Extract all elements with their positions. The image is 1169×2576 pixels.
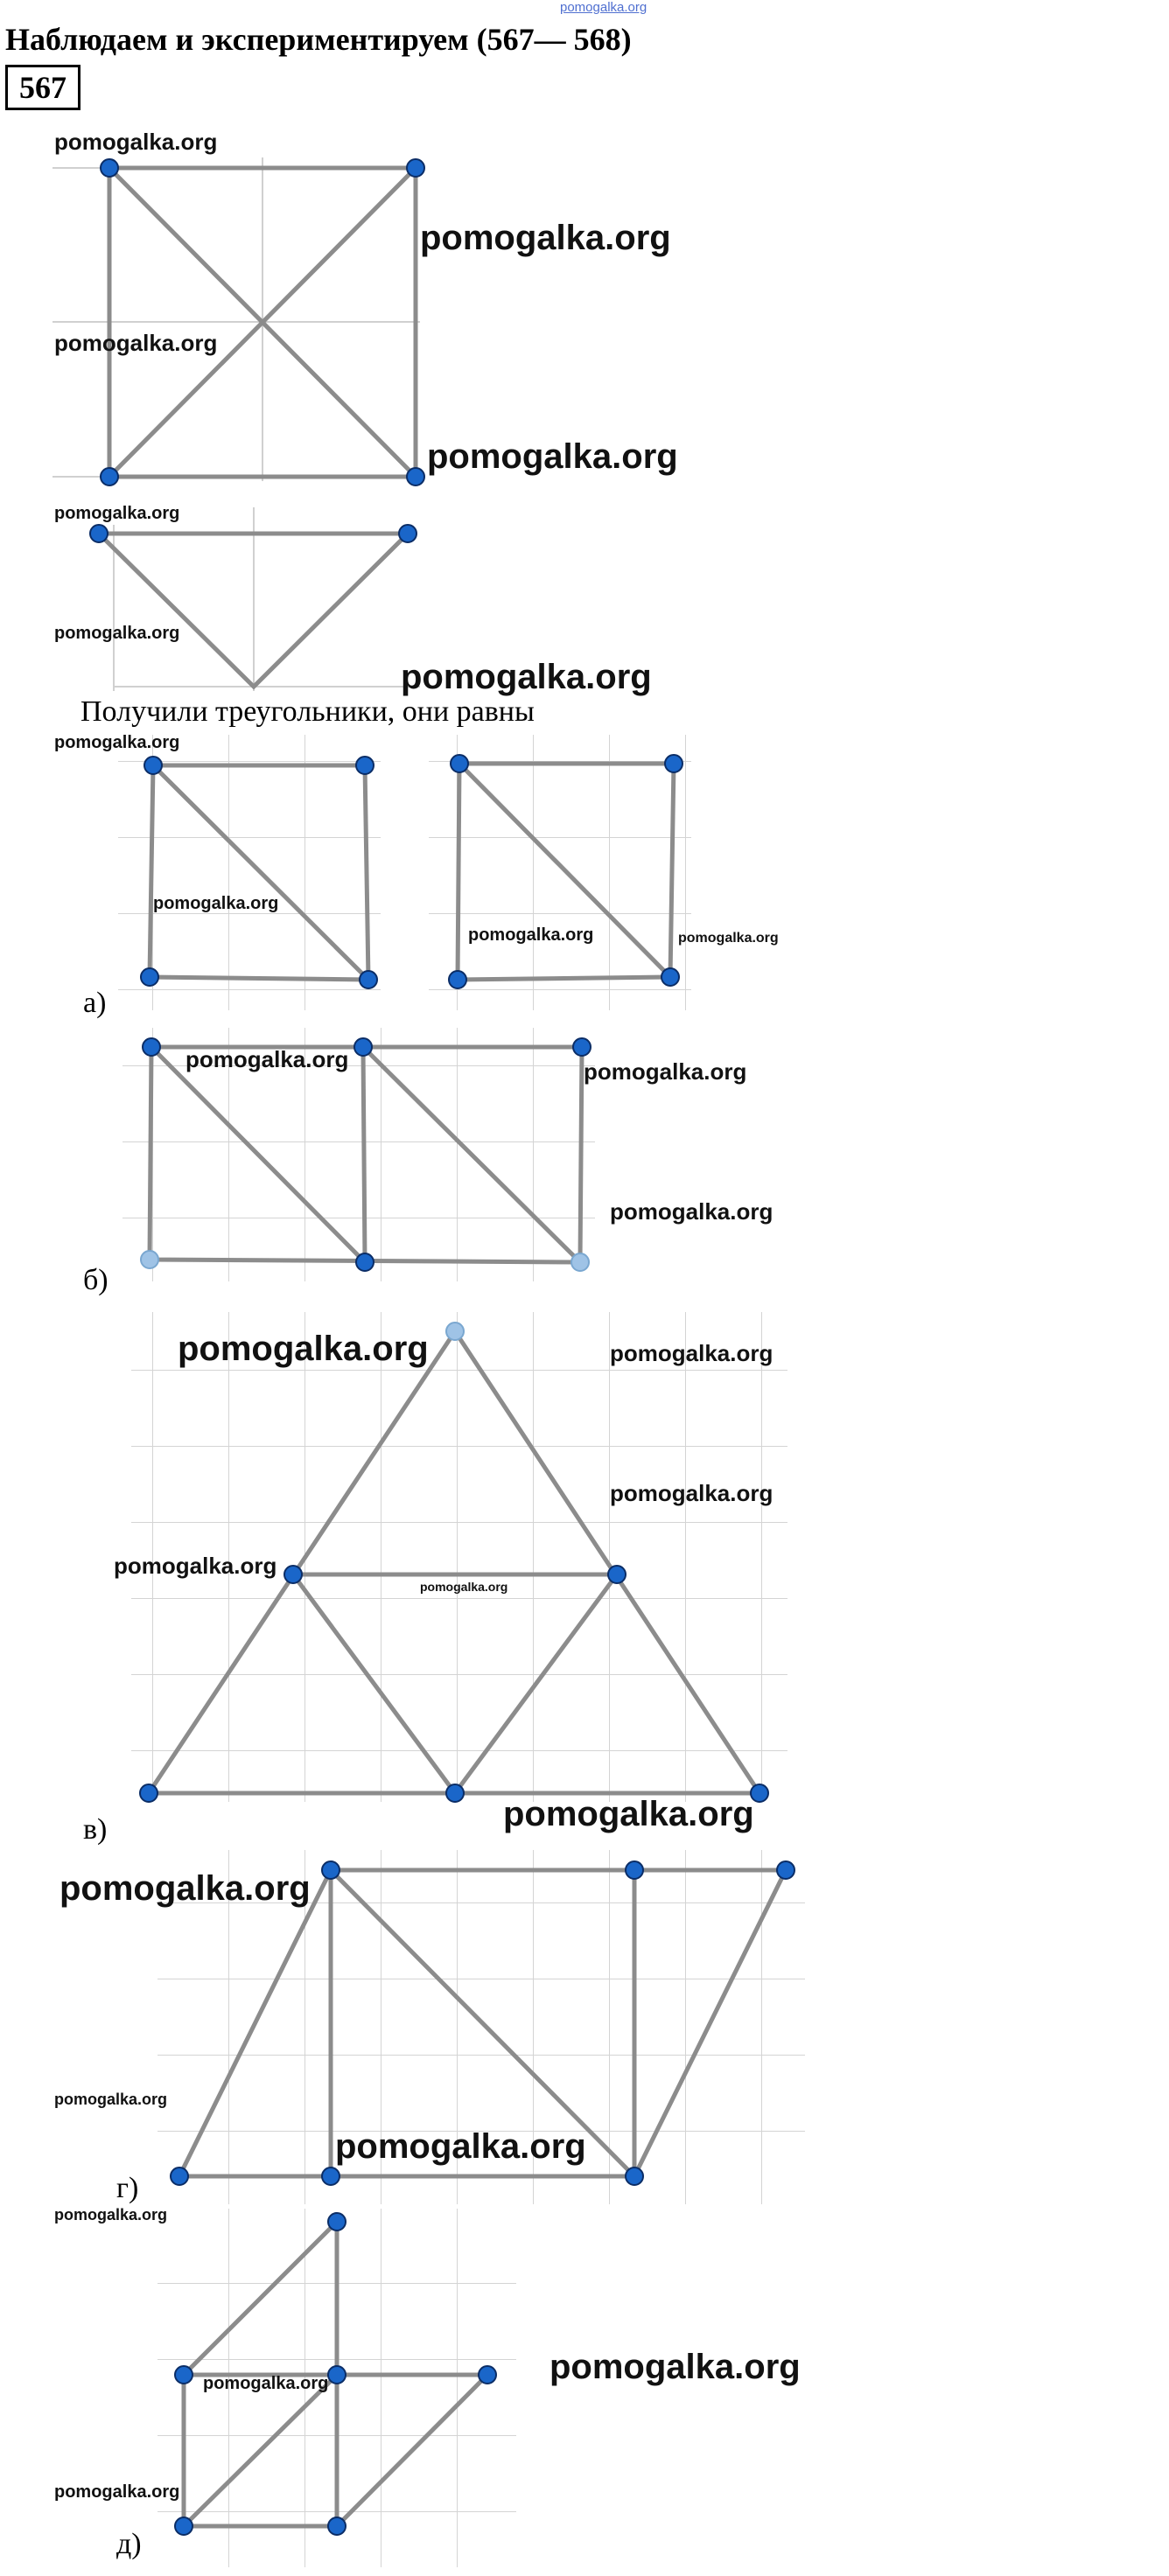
watermark: pomogalka.org <box>550 2348 801 2386</box>
point <box>608 1566 626 1583</box>
point <box>449 971 466 988</box>
point <box>175 2517 192 2535</box>
watermark: pomogalka.org <box>54 2091 168 2108</box>
figure-triangle <box>90 507 420 691</box>
figure-a-right <box>429 735 691 1010</box>
watermark: pomogalka.org <box>54 624 180 643</box>
watermark: pomogalka.org <box>610 1340 774 1366</box>
point <box>662 968 679 986</box>
figure-square-diagonals <box>52 157 424 485</box>
watermark: pomogalka.org <box>54 330 218 356</box>
point <box>571 1253 589 1271</box>
watermark: pomogalka.org <box>54 2482 180 2502</box>
watermark: pomogalka.org <box>178 1330 429 1368</box>
point <box>171 2168 188 2185</box>
point <box>777 1861 794 1879</box>
watermark: pomogalka.org <box>54 129 218 155</box>
watermark: pomogalka.org <box>468 925 594 945</box>
watermark: pomogalka.org <box>54 2206 168 2223</box>
label-v: в) <box>83 1813 108 1846</box>
watermark: pomogalka.org <box>610 1480 774 1506</box>
label-d: д) <box>116 2528 142 2560</box>
watermark: pomogalka.org <box>54 733 180 752</box>
point <box>101 159 118 177</box>
label-g: г) <box>116 2172 139 2204</box>
point <box>143 1038 160 1056</box>
point <box>573 1038 591 1056</box>
watermark: pomogalka.org <box>335 2127 586 2166</box>
watermark: pomogalka.org <box>153 894 279 913</box>
point <box>140 1784 158 1802</box>
watermark: pomogalka.org <box>420 219 671 257</box>
point <box>175 2366 192 2384</box>
point <box>451 755 468 772</box>
watermark: pomogalka.org <box>584 1058 747 1085</box>
point <box>141 1251 158 1268</box>
point <box>446 1323 464 1340</box>
watermark: pomogalka.org <box>420 1580 508 1594</box>
point <box>101 468 118 485</box>
point <box>360 971 377 988</box>
figure-a-left <box>118 735 381 1010</box>
point <box>322 1861 340 1879</box>
point <box>626 1861 643 1879</box>
watermark: pomogalka.org <box>503 1795 754 1833</box>
point <box>328 2517 346 2535</box>
point <box>141 968 158 986</box>
watermark: pomogalka.org <box>54 504 180 523</box>
point <box>328 2213 346 2230</box>
point <box>626 2168 643 2185</box>
watermark: pomogalka.org <box>186 1046 349 1072</box>
point <box>356 1253 374 1271</box>
point <box>90 525 108 542</box>
label-b: б) <box>83 1264 108 1296</box>
watermark: pomogalka.org <box>114 1553 277 1579</box>
point <box>407 159 424 177</box>
site-link-top[interactable]: pomogalka.org <box>560 0 648 15</box>
watermark: pomogalka.org <box>60 1869 311 1908</box>
point <box>354 1038 372 1056</box>
point <box>399 525 416 542</box>
task-number-box: 567 <box>5 65 80 110</box>
point <box>144 757 162 774</box>
point <box>665 755 682 772</box>
point <box>479 2366 496 2384</box>
watermark: pomogalka.org <box>678 931 779 946</box>
watermark: pomogalka.org <box>610 1198 774 1225</box>
watermark: pomogalka.org <box>427 437 678 476</box>
label-a: а) <box>83 987 107 1019</box>
point <box>407 468 424 485</box>
watermark: pomogalka.org <box>203 2374 329 2393</box>
point <box>322 2168 340 2185</box>
watermark: pomogalka.org <box>401 658 652 696</box>
point <box>446 1784 464 1802</box>
conclusion-text: Получили треугольники, они равны <box>80 695 535 728</box>
point <box>284 1566 302 1583</box>
page-title: Наблюдаем и экспериментируем (567— 568) <box>5 22 632 57</box>
point <box>356 757 374 774</box>
point <box>328 2366 346 2384</box>
